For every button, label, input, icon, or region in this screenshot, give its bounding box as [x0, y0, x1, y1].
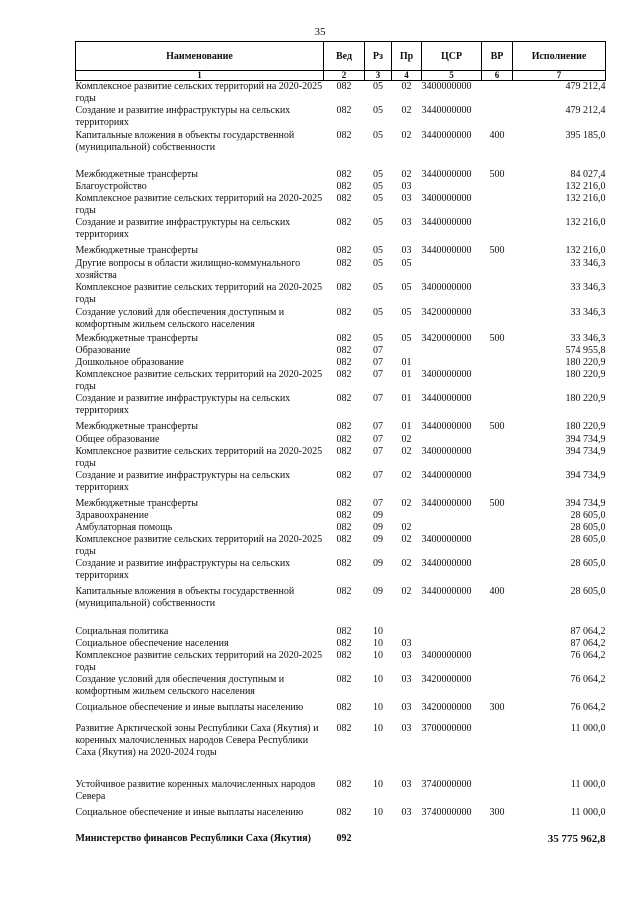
- row-rz: 05: [373, 181, 383, 192]
- row-vr: [482, 345, 513, 357]
- row-ved: 082: [336, 807, 352, 818]
- row-vr: [482, 105, 513, 130]
- row-vr: [482, 193, 513, 217]
- row-rz: 10: [373, 674, 383, 685]
- row-ved: 082: [336, 674, 352, 685]
- row-pr: 02: [401, 534, 412, 545]
- row-rz: 05: [373, 105, 383, 116]
- row-amount: 394 734,9: [565, 470, 606, 481]
- header-csr: ЦСР: [422, 42, 482, 71]
- row-vr: [482, 650, 513, 674]
- row-rz: 07: [373, 446, 383, 457]
- row-rz: 10: [373, 723, 383, 734]
- row-csr: 3440000000: [421, 558, 472, 569]
- row-pr: 01: [401, 393, 412, 404]
- row-vr: 400: [489, 130, 505, 141]
- row-amount: 76 064,2: [570, 702, 606, 713]
- row-vr: [482, 626, 513, 638]
- row-rz: 10: [373, 807, 383, 818]
- header-name: Наименование: [76, 42, 324, 71]
- row-amount: 87 064,2: [570, 638, 606, 649]
- column-number: 2: [324, 71, 365, 81]
- row-name: Создание и развитие инфраструктуры на сельских территориях: [75, 558, 291, 581]
- row-amount: 76 064,2: [570, 650, 606, 661]
- row-pr: 02: [401, 169, 412, 180]
- row-pr: 02: [401, 586, 412, 597]
- row-csr: [422, 357, 482, 369]
- row-csr: 3440000000: [421, 245, 472, 256]
- row-vr: [482, 258, 513, 282]
- row-pr: 03: [401, 181, 412, 192]
- row-rz: 05: [373, 258, 383, 269]
- row-pr: 02: [401, 446, 412, 457]
- row-ved: 082: [336, 193, 352, 204]
- row-amount: 395 185,0: [565, 130, 606, 141]
- row-name: Социальное обеспечение и иные выплаты населению: [75, 807, 304, 818]
- header-rz: Рз: [365, 42, 392, 71]
- row-rz: 09: [373, 586, 383, 597]
- row-name: Создание условий для обеспечения доступным и комфортным жильем сельского населения: [75, 307, 285, 330]
- row-name: Создание и развитие инфраструктуры на сельских территориях: [75, 393, 291, 416]
- row-name: Развитие Арктической зоны Республики Саха (Якутия) и коренных малочисленных народов Севера Республики Саха (Якутия) на 2020-2024 годы: [75, 723, 319, 758]
- row-pr: 02: [401, 105, 412, 116]
- row-name: Капитальные вложения в объекты государственной (муниципальной) собственности: [75, 130, 295, 153]
- row-ved: 082: [336, 345, 352, 356]
- column-number: 6: [482, 71, 513, 81]
- column-number: 4: [392, 71, 422, 81]
- row-name: Образование: [75, 345, 131, 356]
- row-ved: 082: [336, 650, 352, 661]
- row-name: Амбулаторная помощь: [75, 522, 173, 533]
- table-row: [76, 638, 606, 650]
- row-rz: 05: [373, 307, 383, 318]
- row-pr: 01: [401, 357, 412, 368]
- row-name: Здравоохранение: [75, 510, 149, 521]
- row-name: Создание и развитие инфраструктуры на сельских территориях: [75, 105, 291, 128]
- row-rz: 05: [373, 245, 383, 256]
- row-ved: 082: [336, 638, 352, 649]
- table-row: [76, 498, 606, 510]
- row-amount: 180 220,9: [565, 421, 606, 432]
- row-vr: [482, 434, 513, 446]
- row-ved: 082: [336, 702, 352, 713]
- row-rz: 09: [373, 534, 383, 545]
- row-ved: 082: [336, 393, 352, 404]
- row-amount: 132 216,0: [565, 217, 606, 228]
- row-vr: 300: [489, 807, 505, 818]
- row-csr: 3740000000: [421, 779, 472, 790]
- row-rz: 07: [373, 421, 383, 432]
- table-row: [76, 393, 606, 421]
- row-pr: 05: [401, 258, 412, 269]
- row-amount: 394 734,9: [565, 446, 606, 457]
- table-row: [76, 345, 606, 357]
- column-number: 1: [76, 71, 324, 81]
- row-name: Межбюджетные трансферты: [75, 333, 198, 344]
- column-number: 3: [365, 71, 392, 81]
- row-vr: [482, 510, 513, 522]
- row-rz: 09: [373, 522, 383, 533]
- row-pr: 02: [401, 434, 412, 445]
- row-csr: [422, 522, 482, 534]
- header-vr: ВР: [482, 42, 513, 71]
- row-pr: 03: [401, 702, 412, 713]
- row-rz: 10: [373, 779, 383, 790]
- row-name: Комплексное развитие сельских территорий на 2020-2025 годы: [75, 534, 323, 557]
- row-vr: [482, 81, 513, 106]
- row-name: Комплексное развитие сельских территорий на 2020-2025 годы: [75, 81, 323, 104]
- row-ved: 082: [336, 434, 352, 445]
- table-row: [76, 446, 606, 470]
- row-name: Дошкольное образование: [75, 357, 184, 368]
- row-amount: 11 000,0: [570, 807, 606, 818]
- row-vr: [482, 307, 513, 333]
- row-pr: [392, 626, 422, 638]
- row-rz: 05: [373, 217, 383, 228]
- row-name: Социальное обеспечение и иные выплаты населению: [75, 702, 304, 713]
- budget-table: [75, 41, 606, 845]
- row-pr: [392, 510, 422, 522]
- row-csr: 3420000000: [421, 674, 472, 685]
- row-name: Комплексное развитие сельских территорий на 2020-2025 годы: [75, 193, 323, 216]
- row-csr: [422, 181, 482, 193]
- table-row: [76, 674, 606, 702]
- row-rz: 05: [373, 130, 383, 141]
- row-rz: 05: [373, 193, 383, 204]
- row-name: Межбюджетные трансферты: [75, 245, 198, 256]
- row-name: Межбюджетные трансферты: [75, 169, 198, 180]
- row-csr: 3700000000: [421, 723, 472, 734]
- table-row: [76, 357, 606, 369]
- row-vr: 500: [489, 333, 505, 344]
- row-amount: 33 346,3: [570, 258, 606, 269]
- ministry-name: Министерство финансов Республики Саха (Якутия): [75, 833, 311, 844]
- row-name: Социальная политика: [75, 626, 169, 637]
- row-amount: 394 734,9: [565, 498, 606, 509]
- row-name: Межбюджетные трансферты: [75, 421, 198, 432]
- row-vr: [482, 638, 513, 650]
- row-csr: 3400000000: [421, 446, 472, 457]
- row-ved: 082: [336, 723, 352, 734]
- row-csr: 3440000000: [421, 169, 472, 180]
- row-vr: 500: [489, 245, 505, 256]
- row-vr: [482, 282, 513, 307]
- table-row: [76, 193, 606, 217]
- row-ved: 082: [336, 558, 352, 569]
- table-header: [76, 42, 606, 81]
- row-amount: 11 000,0: [570, 779, 606, 790]
- row-rz: 07: [373, 393, 383, 404]
- row-ved: 082: [336, 217, 352, 228]
- row-rz: 09: [373, 558, 383, 569]
- table-row: [76, 470, 606, 498]
- header-ved: Вед: [324, 42, 365, 71]
- row-csr: 3400000000: [421, 282, 472, 293]
- row-ved: 082: [336, 81, 352, 92]
- ministry-section: [76, 819, 606, 845]
- row-amount: 33 346,3: [570, 307, 606, 318]
- row-csr: 3740000000: [421, 807, 472, 818]
- row-rz: 10: [373, 638, 383, 649]
- row-pr: 02: [401, 81, 412, 92]
- row-amount: 76 064,2: [570, 674, 606, 685]
- header-pr: Пр: [392, 42, 422, 71]
- row-vr: 500: [489, 498, 505, 509]
- row-vr: [482, 470, 513, 498]
- ministry-row: [76, 819, 606, 845]
- row-rz: 05: [373, 282, 383, 293]
- row-pr: 02: [401, 558, 412, 569]
- table-row: [76, 510, 606, 522]
- row-vr: 500: [489, 169, 505, 180]
- row-ved: 082: [336, 534, 352, 545]
- row-name: Создание и развитие инфраструктуры на сельских территориях: [75, 470, 291, 493]
- ministry-amount: 35 775 962,8: [547, 833, 606, 845]
- row-ved: 082: [336, 169, 352, 180]
- row-name: Комплексное развитие сельских территорий на 2020-2025 годы: [75, 446, 323, 469]
- row-vr: [482, 522, 513, 534]
- row-amount: 479 212,4: [565, 105, 606, 116]
- row-ved: 082: [336, 470, 352, 481]
- row-csr: 3420000000: [421, 333, 472, 344]
- row-rz: 07: [373, 357, 383, 368]
- page-number: 35: [314, 26, 326, 38]
- row-ved: 082: [336, 446, 352, 457]
- table-row: [76, 369, 606, 393]
- row-vr: [482, 357, 513, 369]
- row-rz: 07: [373, 498, 383, 509]
- table-row: [76, 534, 606, 558]
- column-number-row: [76, 71, 606, 81]
- row-ved: 082: [336, 307, 352, 318]
- row-ved: 082: [336, 586, 352, 597]
- column-number: 5: [422, 71, 482, 81]
- row-pr: 03: [401, 217, 412, 228]
- row-vr: [482, 369, 513, 393]
- table-row: [76, 105, 606, 130]
- row-csr: 3440000000: [421, 105, 472, 116]
- row-amount: 87 064,2: [570, 626, 606, 637]
- row-csr: [422, 510, 482, 522]
- row-csr: 3440000000: [421, 470, 472, 481]
- row-ved: 082: [336, 130, 352, 141]
- table-row: [76, 586, 606, 626]
- row-amount: 11 000,0: [570, 723, 606, 734]
- row-ved: 082: [336, 245, 352, 256]
- row-vr: [482, 217, 513, 245]
- row-amount: 180 220,9: [565, 393, 606, 404]
- row-csr: 3440000000: [421, 498, 472, 509]
- row-csr: 3440000000: [421, 421, 472, 432]
- row-csr: [422, 345, 482, 357]
- row-amount: 28 605,0: [570, 586, 606, 597]
- row-ved: 082: [336, 258, 352, 269]
- row-csr: 3440000000: [421, 393, 472, 404]
- row-name: Капитальные вложения в объекты государственной (муниципальной) собственности: [75, 586, 295, 609]
- row-csr: 3420000000: [421, 702, 472, 713]
- row-rz: 05: [373, 333, 383, 344]
- ministry-ved: 092: [336, 833, 352, 844]
- row-name: Комплексное развитие сельских территорий на 2020-2025 годы: [75, 650, 323, 673]
- row-name: Другие вопросы в области жилищно-коммунального хозяйства: [75, 258, 301, 281]
- table-row: [76, 650, 606, 674]
- row-pr: 03: [401, 650, 412, 661]
- row-vr: [482, 534, 513, 558]
- row-vr: [482, 446, 513, 470]
- row-csr: [422, 434, 482, 446]
- row-pr: 02: [401, 130, 412, 141]
- row-amount: 479 212,4: [565, 81, 606, 92]
- row-amount: 28 605,0: [570, 510, 606, 521]
- row-ved: 082: [336, 510, 352, 521]
- row-ved: 082: [336, 105, 352, 116]
- row-amount: 394 734,9: [565, 434, 606, 445]
- table-row: [76, 181, 606, 193]
- row-pr: 03: [401, 193, 412, 204]
- table-row: [76, 723, 606, 779]
- row-name: Устойчивое развитие коренных малочисленных народов Севера: [75, 779, 316, 802]
- row-pr: 02: [401, 470, 412, 481]
- table-row: [76, 522, 606, 534]
- row-name: Межбюджетные трансферты: [75, 498, 198, 509]
- row-vr: 500: [489, 421, 505, 432]
- table-row: [76, 807, 606, 819]
- table-row: [76, 626, 606, 638]
- table-body: [76, 81, 606, 820]
- row-name: Благоустройство: [75, 181, 147, 192]
- row-csr: 3440000000: [421, 217, 472, 228]
- row-ved: 082: [336, 333, 352, 344]
- row-pr: 03: [401, 638, 412, 649]
- row-pr: 05: [401, 333, 412, 344]
- row-csr: 3400000000: [421, 650, 472, 661]
- row-rz: 07: [373, 369, 383, 380]
- table-row: [76, 333, 606, 345]
- row-amount: 180 220,9: [565, 357, 606, 368]
- row-amount: 574 955,8: [565, 345, 606, 356]
- row-pr: 05: [401, 282, 412, 293]
- row-rz: 07: [373, 470, 383, 481]
- row-amount: 33 346,3: [570, 282, 606, 293]
- row-pr: 03: [401, 779, 412, 790]
- row-csr: [422, 626, 482, 638]
- table-row: [76, 307, 606, 333]
- row-csr: 3400000000: [421, 193, 472, 204]
- row-ved: 082: [336, 181, 352, 192]
- row-vr: [482, 558, 513, 586]
- row-name: Комплексное развитие сельских территорий на 2020-2025 годы: [75, 282, 323, 305]
- table-row: [76, 702, 606, 723]
- row-pr: 03: [401, 807, 412, 818]
- row-pr: 05: [401, 307, 412, 318]
- row-pr: 01: [401, 421, 412, 432]
- row-pr: [392, 345, 422, 357]
- row-csr: 3440000000: [421, 130, 472, 141]
- row-vr: [482, 674, 513, 702]
- table-row: [76, 434, 606, 446]
- row-ved: 082: [336, 282, 352, 293]
- row-pr: 02: [401, 498, 412, 509]
- table-row: [76, 81, 606, 106]
- row-name: Социальное обеспечение населения: [75, 638, 229, 649]
- row-ved: 082: [336, 522, 352, 533]
- row-amount: 28 605,0: [570, 558, 606, 569]
- row-ved: 082: [336, 357, 352, 368]
- row-vr: 300: [489, 702, 505, 713]
- row-ved: 082: [336, 421, 352, 432]
- row-pr: 02: [401, 522, 412, 533]
- row-csr: [422, 258, 482, 282]
- row-csr: 3400000000: [421, 369, 472, 380]
- row-pr: 03: [401, 245, 412, 256]
- row-amount: 132 216,0: [565, 245, 606, 256]
- row-rz: 10: [373, 650, 383, 661]
- table-row: [76, 282, 606, 307]
- row-rz: 07: [373, 345, 383, 356]
- table-row: [76, 558, 606, 586]
- row-ved: 082: [336, 779, 352, 790]
- row-vr: [482, 393, 513, 421]
- row-csr: [422, 638, 482, 650]
- row-ved: 082: [336, 626, 352, 637]
- table-row: [76, 217, 606, 245]
- row-vr: [482, 723, 513, 779]
- row-rz: 05: [373, 169, 383, 180]
- row-rz: 10: [373, 626, 383, 637]
- row-amount: 132 216,0: [565, 181, 606, 192]
- row-amount: 28 605,0: [570, 534, 606, 545]
- row-pr: 03: [401, 723, 412, 734]
- row-name: Создание и развитие инфраструктуры на сельских территориях: [75, 217, 291, 240]
- row-vr: 400: [489, 586, 505, 597]
- row-ved: 082: [336, 369, 352, 380]
- row-vr: [482, 181, 513, 193]
- row-amount: 132 216,0: [565, 193, 606, 204]
- table-row: [76, 169, 606, 181]
- row-name: Общее образование: [75, 434, 160, 445]
- row-csr: 3420000000: [421, 307, 472, 318]
- row-pr: 03: [401, 674, 412, 685]
- row-amount: 28 605,0: [570, 522, 606, 533]
- row-rz: 09: [373, 510, 383, 521]
- table-row: [76, 258, 606, 282]
- row-csr: 3400000000: [421, 534, 472, 545]
- row-csr: 3400000000: [421, 81, 472, 92]
- table-row: [76, 245, 606, 258]
- row-name: Создание условий для обеспечения доступным и комфортным жильем сельского населения: [75, 674, 285, 697]
- row-rz: 05: [373, 81, 383, 92]
- table-row: [76, 779, 606, 807]
- row-ved: 082: [336, 498, 352, 509]
- table-row: [76, 130, 606, 169]
- header-amount: Исполнение: [513, 42, 606, 71]
- row-rz: 07: [373, 434, 383, 445]
- row-pr: 01: [401, 369, 412, 380]
- row-rz: 10: [373, 702, 383, 713]
- row-vr: [482, 779, 513, 807]
- row-amount: 180 220,9: [565, 369, 606, 380]
- row-csr: 3440000000: [421, 586, 472, 597]
- table-row: [76, 421, 606, 434]
- row-name: Комплексное развитие сельских территорий на 2020-2025 годы: [75, 369, 323, 392]
- row-amount: 33 346,3: [570, 333, 606, 344]
- column-number: 7: [513, 71, 606, 81]
- row-amount: 84 027,4: [570, 169, 606, 180]
